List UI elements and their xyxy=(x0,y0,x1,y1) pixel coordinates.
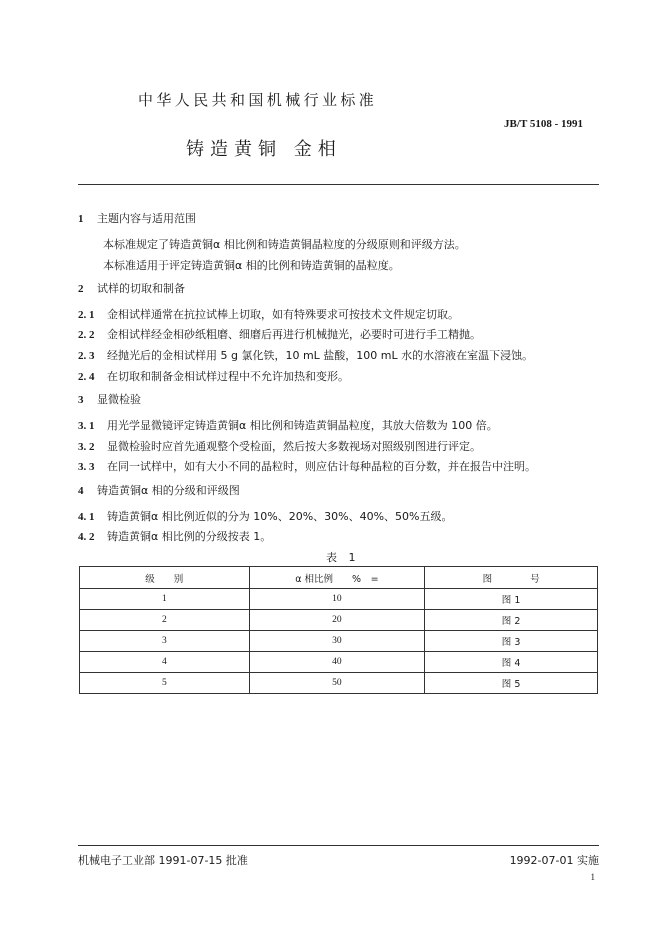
clause xyxy=(78,368,349,384)
standard-org-title: 中华人民共和国机械行业标准 xyxy=(138,91,378,109)
table-caption: 表 1 xyxy=(326,551,360,564)
clause-number: 3. 1 xyxy=(78,420,95,432)
footer-divider xyxy=(78,845,599,846)
table-row xyxy=(80,673,598,694)
clause xyxy=(78,326,481,342)
section-number: 2 xyxy=(78,283,84,295)
clause-text: 用光学显微镜评定铸造黄铜α 相比例和铸造黄铜晶粒度，其放大倍数为 100 倍。 xyxy=(107,419,498,432)
clause xyxy=(78,438,481,454)
ratio-cell: 10 xyxy=(249,589,425,610)
section-heading xyxy=(78,280,185,296)
figure-cell: 图 3 xyxy=(425,631,598,652)
alpha-phase-grade-table xyxy=(79,566,598,694)
ratio-cell: 40 xyxy=(249,652,425,673)
clause-number: 3. 3 xyxy=(78,461,95,473)
clause-text: 金相试样通常在抗拉试棒上切取，如有特殊要求可按技术文件规定切取。 xyxy=(107,308,459,321)
grade-cell: 2 xyxy=(80,610,250,631)
paragraph: 本标准适用于评定铸造黄铜α 相的比例和铸造黄铜的晶粒度。 xyxy=(103,259,400,272)
column-header-alpha-ratio: α 相比例 % = xyxy=(249,567,425,589)
clause xyxy=(78,306,459,322)
section-number: 4 xyxy=(78,485,84,497)
clause-number: 2. 3 xyxy=(78,350,95,362)
clause-text: 金相试样经金相砂纸粗磨、细磨后再进行机械抛光，必要时可进行手工精抛。 xyxy=(107,328,481,341)
section-title: 显微检验 xyxy=(97,393,141,406)
section-title: 铸造黄铜α 相的分级和评级图 xyxy=(97,484,240,497)
document-title: 铸造黄铜 金相 xyxy=(186,139,342,160)
figure-cell: 图 5 xyxy=(425,673,598,694)
section-number: 1 xyxy=(78,213,84,225)
effective-date: 1992-07-01 实施 xyxy=(509,854,599,867)
grade-cell: 1 xyxy=(80,589,250,610)
figure-cell: 图 4 xyxy=(425,652,598,673)
table-row xyxy=(80,610,598,631)
clause xyxy=(78,458,536,474)
ratio-cell: 50 xyxy=(249,673,425,694)
clause-number: 4. 2 xyxy=(78,531,95,543)
table-header-row xyxy=(80,567,598,589)
grade-cell: 3 xyxy=(80,631,250,652)
grade-cell: 5 xyxy=(80,673,250,694)
clause xyxy=(78,347,533,363)
table-row xyxy=(80,589,598,610)
ratio-cell: 30 xyxy=(249,631,425,652)
clause-text: 铸造黄铜α 相比例近似的分为 10%、20%、30%、40%、50%五级。 xyxy=(107,510,453,523)
section-heading xyxy=(78,391,141,407)
section-heading xyxy=(78,210,196,226)
grade-cell: 4 xyxy=(80,652,250,673)
column-header-figure-no: 图 号 xyxy=(425,567,598,589)
table-row xyxy=(80,652,598,673)
clause-number: 2. 1 xyxy=(78,309,95,321)
section-heading xyxy=(78,482,240,498)
clause-text: 显微检验时应首先通观整个受检面，然后按大多数视场对照级别图进行评定。 xyxy=(107,440,481,453)
clause-text: 经抛光后的金相试样用 5 g 氯化铁，10 mL 盐酸，100 mL 水的水溶液在室温下浸蚀。 xyxy=(107,349,534,362)
table-row xyxy=(80,631,598,652)
section-number: 3 xyxy=(78,394,84,406)
clause-number: 2. 2 xyxy=(78,329,95,341)
section-title: 主题内容与适用范围 xyxy=(97,212,196,225)
clause-text: 铸造黄铜α 相比例的分级按表 1。 xyxy=(107,530,272,543)
clause-number: 2. 4 xyxy=(78,371,95,383)
clause-number: 4. 1 xyxy=(78,511,95,523)
clause xyxy=(78,508,453,524)
clause-text: 在同一试样中，如有大小不同的晶粒时，则应估计每种晶粒的百分数，并在报告中注明。 xyxy=(107,460,536,473)
figure-cell: 图 1 xyxy=(425,589,598,610)
column-header-grade: 级 别 xyxy=(80,567,250,589)
paragraph: 本标准规定了铸造黄铜α 相比例和铸造黄铜晶粒度的分级原则和评级方法。 xyxy=(103,238,466,251)
ratio-cell: 20 xyxy=(249,610,425,631)
clause xyxy=(78,528,271,544)
page-number: 1 xyxy=(590,872,595,882)
approval-line: 机械电子工业部 1991-07-15 批准 xyxy=(78,854,248,867)
clause xyxy=(78,417,498,433)
clause-number: 3. 2 xyxy=(78,441,95,453)
standard-code: JB/T 5108 - 1991 xyxy=(504,118,583,130)
section-title: 试样的切取和制备 xyxy=(97,282,185,295)
clause-text: 在切取和制备金相试样过程中不允许加热和变形。 xyxy=(107,370,349,383)
figure-cell: 图 2 xyxy=(425,610,598,631)
header-divider xyxy=(78,184,599,185)
